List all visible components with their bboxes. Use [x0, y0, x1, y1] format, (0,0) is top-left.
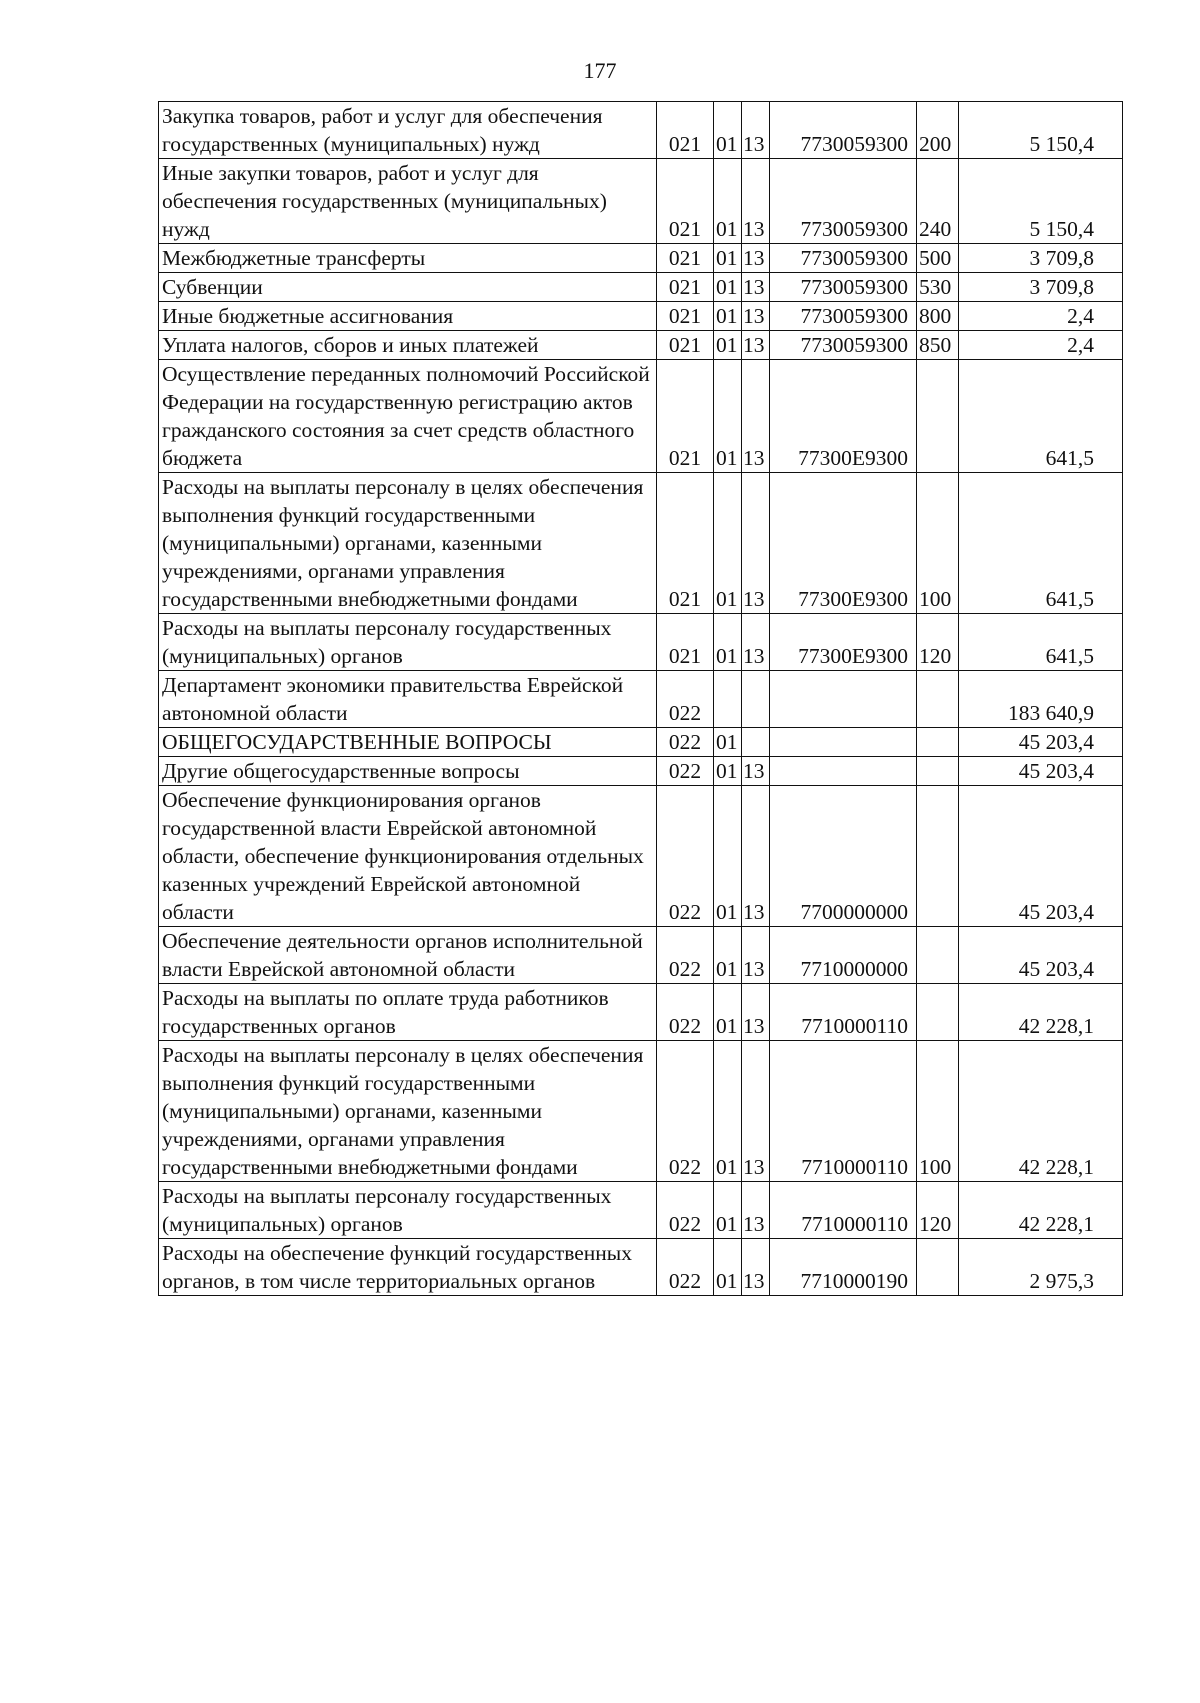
section-code-cell: 01	[714, 927, 742, 984]
table-row	[159, 671, 1123, 728]
target-article-cell: 7730059300	[770, 273, 917, 302]
amount-cell: 641,5	[959, 360, 1123, 473]
subsection-code-cell: 13	[742, 927, 770, 984]
expense-name-cell: Субвенции	[159, 273, 657, 302]
ministry-code-cell: 022	[657, 1182, 714, 1239]
expense-name-cell: Другие общегосударственные вопросы	[159, 757, 657, 786]
ministry-code-cell: 021	[657, 360, 714, 473]
expense-type-cell: 850	[917, 331, 959, 360]
amount-cell: 641,5	[959, 473, 1123, 614]
target-article-cell: 7710000110	[770, 984, 917, 1041]
target-article-cell: 7730059300	[770, 159, 917, 244]
ministry-code-cell: 022	[657, 757, 714, 786]
table-row	[159, 302, 1123, 331]
amount-cell: 45 203,4	[959, 757, 1123, 786]
section-code-cell: 01	[714, 614, 742, 671]
amount-cell: 45 203,4	[959, 728, 1123, 757]
amount-cell: 2 975,3	[959, 1239, 1123, 1296]
ministry-code-cell: 022	[657, 1041, 714, 1182]
expense-type-cell	[917, 786, 959, 927]
expense-type-cell: 100	[917, 1041, 959, 1182]
subsection-code-cell: 13	[742, 159, 770, 244]
subsection-code-cell: 13	[742, 331, 770, 360]
table-row	[159, 1182, 1123, 1239]
section-code-cell: 01	[714, 331, 742, 360]
table-row	[159, 786, 1123, 927]
budget-table-body	[159, 102, 1123, 1296]
table-row	[159, 273, 1123, 302]
amount-cell: 42 228,1	[959, 984, 1123, 1041]
expense-name-cell: Расходы на выплаты персоналу в целях обеспечения выполнения функций государственными (муниципальными) органами, казенными учреждениями, органами управления государственными внебюджетными фондами	[159, 473, 657, 614]
section-code-cell: 01	[714, 273, 742, 302]
ministry-code-cell: 022	[657, 927, 714, 984]
target-article-cell: 7730059300	[770, 331, 917, 360]
ministry-code-cell: 022	[657, 1239, 714, 1296]
section-code-cell: 01	[714, 1239, 742, 1296]
expense-type-cell: 120	[917, 1182, 959, 1239]
target-article-cell: 7710000190	[770, 1239, 917, 1296]
expense-name-cell: Осуществление переданных полномочий Российской Федерации на государственную регистрацию актов гражданского состояния за счет средств областного бюджета	[159, 360, 657, 473]
expense-type-cell: 120	[917, 614, 959, 671]
section-code-cell: 01	[714, 786, 742, 927]
target-article-cell: 7710000000	[770, 927, 917, 984]
expense-name-cell: Расходы на выплаты персоналу государственных (муниципальных) органов	[159, 614, 657, 671]
expense-name-cell: Обеспечение функционирования органов государственной власти Еврейской автономной области, обеспечение функционирования отдельных казенных учреждений Еврейской автономной области	[159, 786, 657, 927]
table-row	[159, 159, 1123, 244]
page-number: 177	[583, 58, 617, 83]
ministry-code-cell: 022	[657, 786, 714, 927]
amount-cell: 5 150,4	[959, 102, 1123, 159]
target-article-cell: 77300E9300	[770, 473, 917, 614]
table-row	[159, 614, 1123, 671]
ministry-code-cell: 021	[657, 331, 714, 360]
section-code-cell: 01	[714, 728, 742, 757]
subsection-code-cell: 13	[742, 360, 770, 473]
ministry-code-cell: 022	[657, 728, 714, 757]
target-article-cell: 7730059300	[770, 302, 917, 331]
amount-cell: 45 203,4	[959, 927, 1123, 984]
target-article-cell	[770, 671, 917, 728]
ministry-code-cell: 021	[657, 244, 714, 273]
subsection-code-cell: 13	[742, 302, 770, 331]
expense-type-cell: 800	[917, 302, 959, 331]
expense-name-cell: Расходы на выплаты персоналу государственных (муниципальных) органов	[159, 1182, 657, 1239]
target-article-cell: 7710000110	[770, 1041, 917, 1182]
table-row	[159, 984, 1123, 1041]
section-code-cell: 01	[714, 302, 742, 331]
table-row	[159, 102, 1123, 159]
subsection-code-cell	[742, 671, 770, 728]
ministry-code-cell: 022	[657, 984, 714, 1041]
expense-type-cell	[917, 1239, 959, 1296]
target-article-cell: 7700000000	[770, 786, 917, 927]
table-row	[159, 757, 1123, 786]
expense-name-cell: Обеспечение деятельности органов исполнительной власти Еврейской автономной области	[159, 927, 657, 984]
section-code-cell: 01	[714, 984, 742, 1041]
ministry-code-cell: 021	[657, 614, 714, 671]
ministry-code-cell: 021	[657, 302, 714, 331]
expense-type-cell	[917, 728, 959, 757]
subsection-code-cell: 13	[742, 757, 770, 786]
section-code-cell: 01	[714, 159, 742, 244]
amount-cell: 3 709,8	[959, 244, 1123, 273]
subsection-code-cell: 13	[742, 102, 770, 159]
table-row	[159, 1239, 1123, 1296]
expense-name-cell: Закупка товаров, работ и услуг для обеспечения государственных (муниципальных) нужд	[159, 102, 657, 159]
expense-type-cell	[917, 984, 959, 1041]
subsection-code-cell: 13	[742, 614, 770, 671]
expense-name-cell: Иные бюджетные ассигнования	[159, 302, 657, 331]
section-code-cell: 01	[714, 244, 742, 273]
subsection-code-cell: 13	[742, 984, 770, 1041]
target-article-cell: 77300E9300	[770, 614, 917, 671]
amount-cell: 45 203,4	[959, 786, 1123, 927]
section-code-cell: 01	[714, 1041, 742, 1182]
target-article-cell	[770, 757, 917, 786]
subsection-code-cell: 13	[742, 244, 770, 273]
section-code-cell	[714, 671, 742, 728]
amount-cell: 2,4	[959, 302, 1123, 331]
section-code-cell: 01	[714, 360, 742, 473]
ministry-code-cell: 022	[657, 671, 714, 728]
expense-name-cell: Расходы на выплаты по оплате труда работников государственных органов	[159, 984, 657, 1041]
target-article-cell: 7730059300	[770, 244, 917, 273]
expense-type-cell: 240	[917, 159, 959, 244]
subsection-code-cell: 13	[742, 473, 770, 614]
amount-cell: 5 150,4	[959, 159, 1123, 244]
table-row	[159, 331, 1123, 360]
expense-name-cell: Расходы на обеспечение функций государственных органов, в том числе территориальных органов	[159, 1239, 657, 1296]
table-row	[159, 360, 1123, 473]
expense-type-cell: 530	[917, 273, 959, 302]
expense-name-cell: Департамент экономики правительства Еврейской автономной области	[159, 671, 657, 728]
amount-cell: 183 640,9	[959, 671, 1123, 728]
amount-cell: 42 228,1	[959, 1041, 1123, 1182]
expense-type-cell	[917, 360, 959, 473]
expense-type-cell: 100	[917, 473, 959, 614]
ministry-code-cell: 021	[657, 159, 714, 244]
expense-name-cell: Иные закупки товаров, работ и услуг для обеспечения государственных (муниципальных) нужд	[159, 159, 657, 244]
ministry-code-cell: 021	[657, 102, 714, 159]
table-row	[159, 1041, 1123, 1182]
subsection-code-cell: 13	[742, 786, 770, 927]
expense-type-cell	[917, 927, 959, 984]
subsection-code-cell: 13	[742, 1041, 770, 1182]
subsection-code-cell: 13	[742, 1239, 770, 1296]
table-row	[159, 473, 1123, 614]
section-code-cell: 01	[714, 473, 742, 614]
expense-type-cell	[917, 757, 959, 786]
amount-cell: 42 228,1	[959, 1182, 1123, 1239]
subsection-code-cell: 13	[742, 273, 770, 302]
amount-cell: 2,4	[959, 331, 1123, 360]
expense-type-cell: 200	[917, 102, 959, 159]
table-row	[159, 728, 1123, 757]
section-code-cell: 01	[714, 757, 742, 786]
expense-name-cell: Расходы на выплаты персоналу в целях обеспечения выполнения функций государственными (муниципальными) органами, казенными учреждениями, органами управления государственными внебюджетными фондами	[159, 1041, 657, 1182]
target-article-cell: 77300E9300	[770, 360, 917, 473]
expense-type-cell	[917, 671, 959, 728]
section-code-cell: 01	[714, 1182, 742, 1239]
target-article-cell: 7710000110	[770, 1182, 917, 1239]
expense-name-cell: Межбюджетные трансферты	[159, 244, 657, 273]
budget-table	[158, 101, 1123, 1296]
ministry-code-cell: 021	[657, 273, 714, 302]
table-row	[159, 244, 1123, 273]
expense-name-cell: ОБЩЕГОСУДАРСТВЕННЫЕ ВОПРОСЫ	[159, 728, 657, 757]
subsection-code-cell: 13	[742, 1182, 770, 1239]
section-code-cell: 01	[714, 102, 742, 159]
subsection-code-cell	[742, 728, 770, 757]
amount-cell: 641,5	[959, 614, 1123, 671]
ministry-code-cell: 021	[657, 473, 714, 614]
expense-type-cell: 500	[917, 244, 959, 273]
expense-name-cell: Уплата налогов, сборов и иных платежей	[159, 331, 657, 360]
target-article-cell	[770, 728, 917, 757]
amount-cell: 3 709,8	[959, 273, 1123, 302]
table-row	[159, 927, 1123, 984]
target-article-cell: 7730059300	[770, 102, 917, 159]
